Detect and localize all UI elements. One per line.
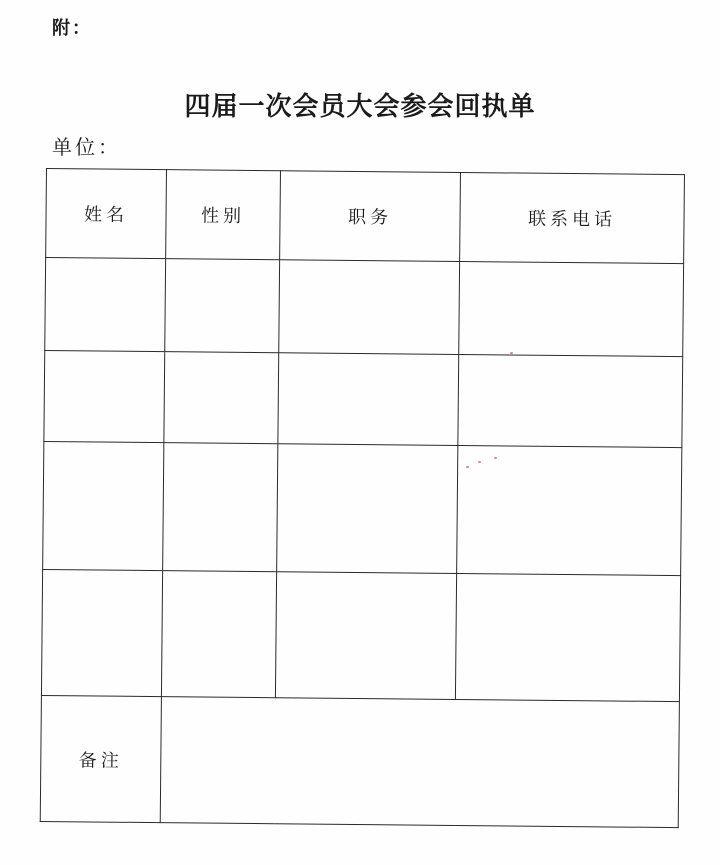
gender-cell[interactable] bbox=[163, 443, 278, 572]
position-cell[interactable] bbox=[275, 572, 456, 700]
name-cell[interactable] bbox=[43, 441, 164, 570]
page-title: 四届一次会员大会参会回执单 bbox=[184, 92, 536, 122]
position-cell[interactable] bbox=[278, 353, 459, 446]
header-name: 姓名 bbox=[46, 169, 167, 259]
phone-cell[interactable] bbox=[458, 354, 683, 447]
phone-cell[interactable] bbox=[455, 573, 680, 701]
position-cell[interactable] bbox=[277, 444, 458, 574]
table-row bbox=[44, 350, 683, 447]
gender-cell[interactable] bbox=[161, 571, 276, 698]
ink-speck bbox=[466, 466, 469, 468]
header-gender: 性别 bbox=[166, 170, 281, 260]
name-cell[interactable] bbox=[45, 258, 166, 352]
gender-cell[interactable] bbox=[165, 259, 280, 353]
phone-cell[interactable] bbox=[459, 261, 684, 356]
reply-form-table bbox=[40, 168, 685, 828]
table-header-row bbox=[46, 169, 685, 264]
header-phone: 联系电话 bbox=[460, 172, 685, 263]
name-cell[interactable] bbox=[44, 350, 165, 442]
phone-cell[interactable] bbox=[457, 445, 682, 575]
table-row bbox=[41, 569, 680, 701]
ink-speck bbox=[510, 352, 513, 354]
header-position: 职务 bbox=[280, 171, 461, 262]
attachment-label: 附： bbox=[52, 18, 92, 39]
remarks-row bbox=[40, 695, 679, 827]
name-cell[interactable] bbox=[41, 569, 162, 696]
gender-cell[interactable] bbox=[164, 352, 279, 444]
remarks-label: 备注 bbox=[40, 695, 161, 822]
ink-speck bbox=[478, 461, 481, 463]
unit-label: 单位： bbox=[52, 135, 121, 159]
position-cell[interactable] bbox=[279, 260, 460, 355]
table-row bbox=[43, 441, 682, 575]
table-row bbox=[45, 258, 684, 357]
remarks-cell[interactable] bbox=[160, 697, 679, 828]
ink-speck bbox=[494, 457, 497, 459]
